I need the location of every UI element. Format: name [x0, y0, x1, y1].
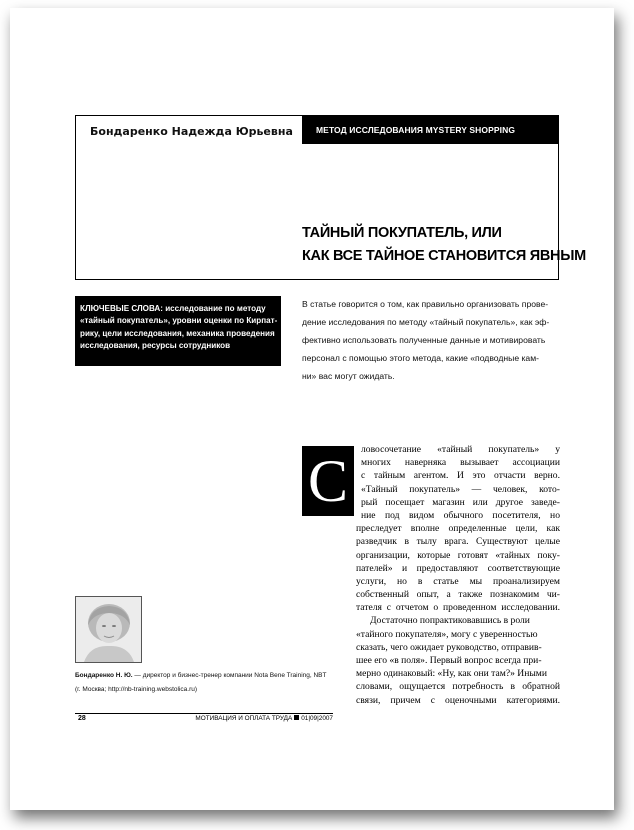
keywords-line: исследования, ресурсы сотрудников [80, 341, 231, 351]
body-line: «Тайный покупатель» — человек, кото- [361, 483, 560, 495]
body-line: Достаточно попрактиковавшись в роли [370, 615, 530, 627]
body-line: многих наверняка вызывает ассоциации [361, 457, 560, 469]
footer-magazine [195, 715, 333, 722]
abstract-line: персонал с помощью этого метода, какие «подводные кам- [302, 353, 539, 363]
section-tag: МЕТОД ИССЛЕДОВАНИЯ MYSTERY SHOPPING [302, 116, 559, 144]
square-icon [294, 715, 299, 720]
author-note-name: Бондаренко Н. Ю. [75, 672, 133, 679]
footer-rule [75, 713, 333, 714]
page-number: 28 [78, 715, 86, 722]
body-line: с тайным агентом. И это отчасти верно. [361, 470, 560, 482]
author-name: Бондаренко Надежда Юрьевна [90, 125, 293, 138]
body-line: «тайного покупателя», могу с уверенностью [356, 628, 538, 640]
body-line: пателей» и предоставляют соответствующие [356, 562, 560, 574]
abstract-line: фективно использовать полученные данные и мотивировать [302, 335, 546, 345]
title-line: ТАЙНЫЙ ПОКУПАТЕЛЬ, ИЛИ [302, 225, 502, 241]
abstract [302, 295, 564, 385]
body-line: ние под видом обычного посетителя, но [361, 509, 560, 521]
body-line: собственный опыт, а также познакомим чи- [356, 589, 560, 601]
body-line: услуги, но в статье мы проанализируем [356, 575, 560, 587]
author-note [75, 669, 327, 696]
body-line: тателя с отчетом о проведенном исследовании. [356, 602, 560, 614]
body-line: шее его «в поля». Первый вопрос всегда при- [356, 655, 542, 666]
drop-cap: С [302, 446, 354, 516]
abstract-line: ни» вас могут ожидать. [302, 371, 395, 381]
abstract-line: В статье говорится о том, как правильно организовать прове- [302, 299, 549, 309]
author-photo [75, 596, 142, 663]
body-line: организации, которые готовят «тайных поку- [356, 549, 560, 561]
body-line: связи, причем с оценочными категориями. [356, 694, 560, 706]
keywords-line: рику, цели исследования, механика проведения [80, 328, 275, 338]
author-note-role: — директор и бизнес-тренер компании Nota Bene Training, NBT [132, 672, 327, 679]
abstract-line: дение исследования по методу «тайный покупатель», как эф- [302, 317, 550, 327]
author-note-contact: (г. Москва; http://nb-training.webstolica.ru) [75, 685, 198, 693]
issue-date: 01|09|2007 [301, 715, 333, 722]
body-line: разведчик в тылу врага. Существуют целые [356, 536, 560, 548]
keywords-box [75, 296, 281, 366]
title-line: КАК ВСЕ ТАЙНОЕ СТАНОВИТСЯ ЯВНЫМ [302, 248, 586, 264]
body-line: рый посещает магазин или другое заведе- [361, 496, 560, 508]
body-line: сказать, чего ожидает руководство, отправив- [356, 641, 542, 653]
body-line: преследует вполне определенные цели, как [356, 523, 560, 535]
body-line: мерно одинаковый: «Ну, как они там?» Иными [356, 668, 547, 680]
keywords-line: КЛЮЧЕВЫЕ СЛОВА: исследование по методу [80, 304, 266, 313]
body-line: ловосочетание «тайный покупатель» у [361, 444, 560, 455]
article-body [302, 443, 560, 707]
keywords-line: «тайный покупатель», уровни оценки по Кирпат- [80, 316, 278, 326]
magazine-title: МОТИВАЦИЯ И ОПЛАТА ТРУДА [195, 715, 293, 722]
body-line: словами, ощущается потребность в обратной [356, 681, 560, 693]
article-title [302, 222, 586, 268]
